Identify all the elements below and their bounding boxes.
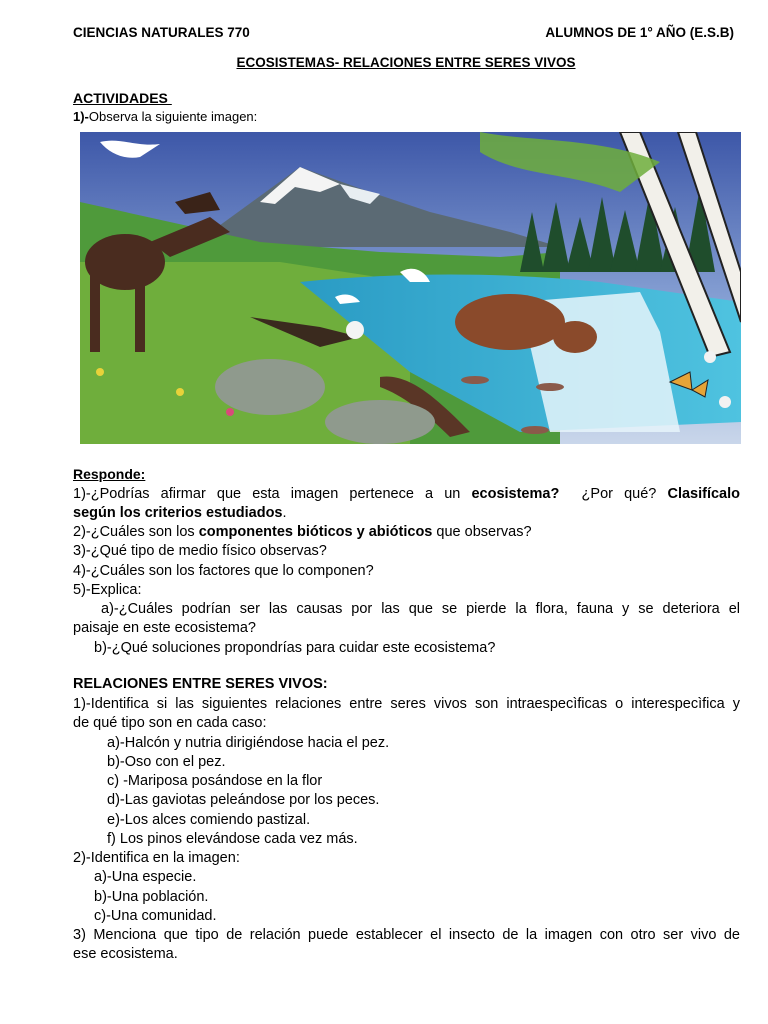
list-item: a)-Una especie. [94,869,197,885]
relaciones-q1-line1: 1)-Identifica si las siguientes relaciones entre seres vivos son intraespecìficas o interespecìfica y [73,696,740,712]
relaciones-heading: RELACIONES ENTRE SERES VIVOS: [73,676,328,692]
responde-heading: Responde: [73,466,146,482]
list-item: b)-Una población. [94,889,209,905]
header-grade: ALUMNOS DE 1° AÑO (E.S.B) [545,25,734,40]
list-item: b)-Oso con el pez. [107,754,226,770]
intro-number: 1)- [73,109,89,124]
ecosystem-illustration [80,132,741,444]
responde-q5: 5)-Explica: [73,582,142,598]
document-title: ECOSISTEMAS- RELACIONES ENTRE SERES VIVOS [236,55,576,70]
responde-q5a-line2: paisaje en este ecosistema? [73,620,256,636]
actividades-heading: ACTIVIDADES [73,90,172,106]
responde-q5a-line1: a)-¿Cuáles podrían ser las causas por las que se pierde la flora, fauna y se deteriora el [101,601,740,617]
responde-q1-line1: 1)-¿Podrías afirmar que esta imagen pertenece a un ecosistema? ¿Por qué? Clasifícalo [73,486,740,502]
relaciones-q3-line1: 3) Menciona que tipo de relación puede establecer el insecto de la imagen con otro ser vivo de [73,927,740,943]
responde-q1-line2: según los criterios estudiados. [73,505,287,521]
relaciones-q1-line2: de qué tipo son en cada caso: [73,715,267,731]
responde-q3: 3)-¿Qué tipo de medio físico observas? [73,543,327,559]
responde-q2: 2)-¿Cuáles son los componentes bióticos y abióticos que observas? [73,524,532,540]
intro-instruction [73,109,257,124]
responde-q5b: b)-¿Qué soluciones propondrías para cuidar este ecosistema? [94,640,496,656]
relaciones-q3-line2: ese ecosistema. [73,946,178,962]
list-item: a)-Halcón y nutria dirigiéndose hacia el pez. [107,735,390,751]
list-item: c) -Mariposa posándose en la flor [107,773,323,789]
list-item: f) Los pinos elevándose cada vez más. [107,831,358,847]
list-item: c)-Una comunidad. [94,908,217,924]
relaciones-q2: 2)-Identifica en la imagen: [73,850,240,866]
intro-text: Observa la siguiente imagen: [88,109,258,124]
list-item: e)-Los alces comiendo pastizal. [107,812,311,828]
responde-q4: 4)-¿Cuáles son los factores que lo componen? [73,563,374,579]
list-item: d)-Las gaviotas peleándose por los peces. [107,792,380,808]
header-subject: CIENCIAS NATURALES 770 [73,25,250,40]
